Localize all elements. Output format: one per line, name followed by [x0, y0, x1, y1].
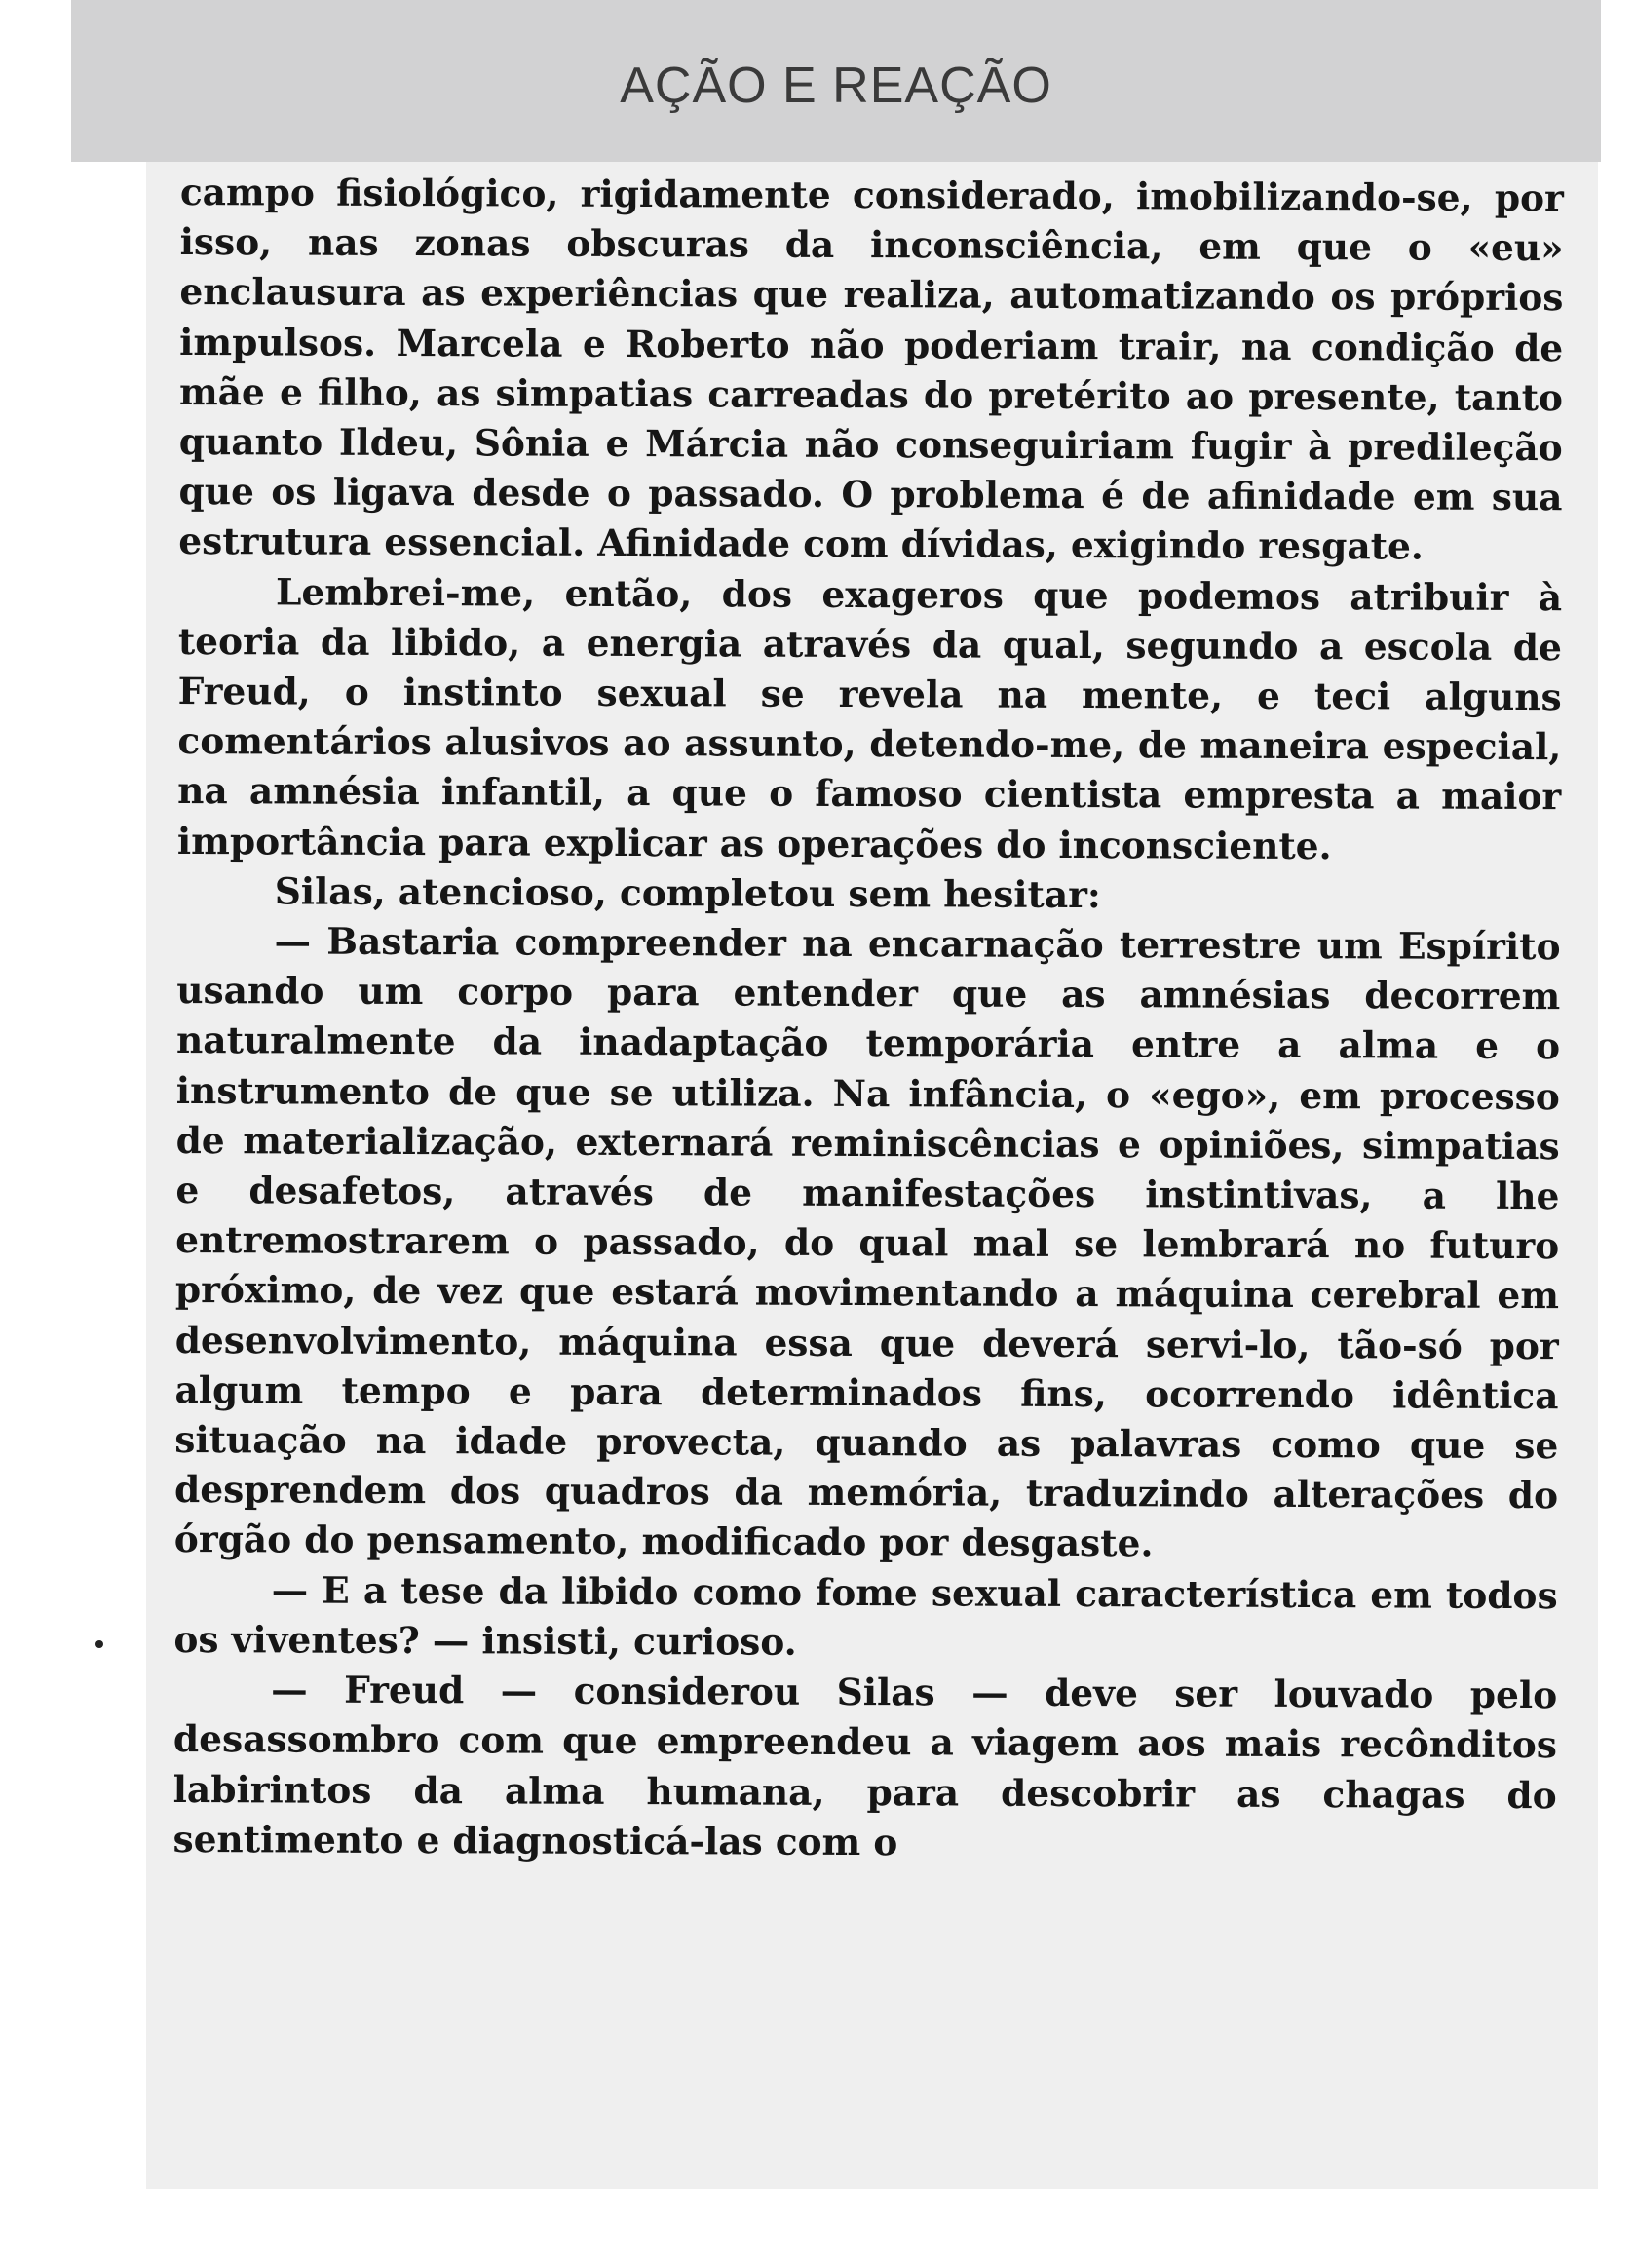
paragraph-libido-question: — E a tese da libido como fome sexual característica em todos os viventes? — insisti, curioso. — [173, 1568, 1558, 1664]
paragraph-libido-theory: Lembrei-me, então, dos exageros que podemos atribuir à teoria da libido, a energia através da qual, segundo a escola de Freud, o instinto sexual se revela na mente, e teci alguns comentários alusivos ao assunto, detendo-me, de maneira especial, na amnésia infantil, a que o famoso cientista empresta a maior importância para explicar as operações do inconsciente. — [176, 570, 1563, 867]
paragraph-continuation: campo fisiológico, rigidamente considerado, imobilizando-se, por isso, nas zonas obscuras da inconsciência, em que o «eu» enclausura as experiências que realiza, automatizando os próprios impulsos. Marcela e Roberto não poderiam trair, na condição de mãe e filho, as simpatias carreadas do pretérito ao presente, tanto quanto Ildeu, Sônia e Márcia não conseguiriam fugir à predileção que os ligava desde o passado. O problema é de afinidade em sua estrutura essencial. Afinidade com dívidas, exigindo resgate. — [178, 170, 1564, 568]
running-header — [71, 0, 1601, 162]
scan-speck — [95, 1640, 103, 1648]
paragraph-freud: — Freud — considerou Silas — deve ser louvado pelo desassombro com que empreendeu a viagem aos mais recônditos labirintos da alma humana, para descobrir as chagas do sentimento e diagnosticá-las com o — [172, 1668, 1558, 1864]
paragraph-silas-intro: Silas, atencioso, completou sem hesitar: — [274, 869, 1101, 916]
paragraph-silas-amnesia: — Bastaria compreender na encarnação terrestre um Espírito usando um corpo para entender que as amnésias decorrem naturalmente da inadaptação temporária entre a alma e o instrumento de que se utiliza. Na infância, o «ego», em processo de materialização, externará reminiscências e opiniões, simpatias e desafetos, através de manifestações instintivas, a lhe entremostrarem o passado, do qual mal se lembrará no futuro próximo, de vez que estará movimentando a máquina cerebral em desenvolvimento, máquina essa que deverá servi-lo, tão-só por algum tempo e para determinados fins, ocorrendo idêntica situação na idade provecta, quando as palavras como que se desprendem dos quadros da memória, traduzindo alterações do órgão do pensamento, modificado por desgaste. — [173, 919, 1561, 1565]
book-title: AÇÃO E REAÇÃO — [620, 58, 1052, 114]
book-text — [172, 168, 1564, 1870]
